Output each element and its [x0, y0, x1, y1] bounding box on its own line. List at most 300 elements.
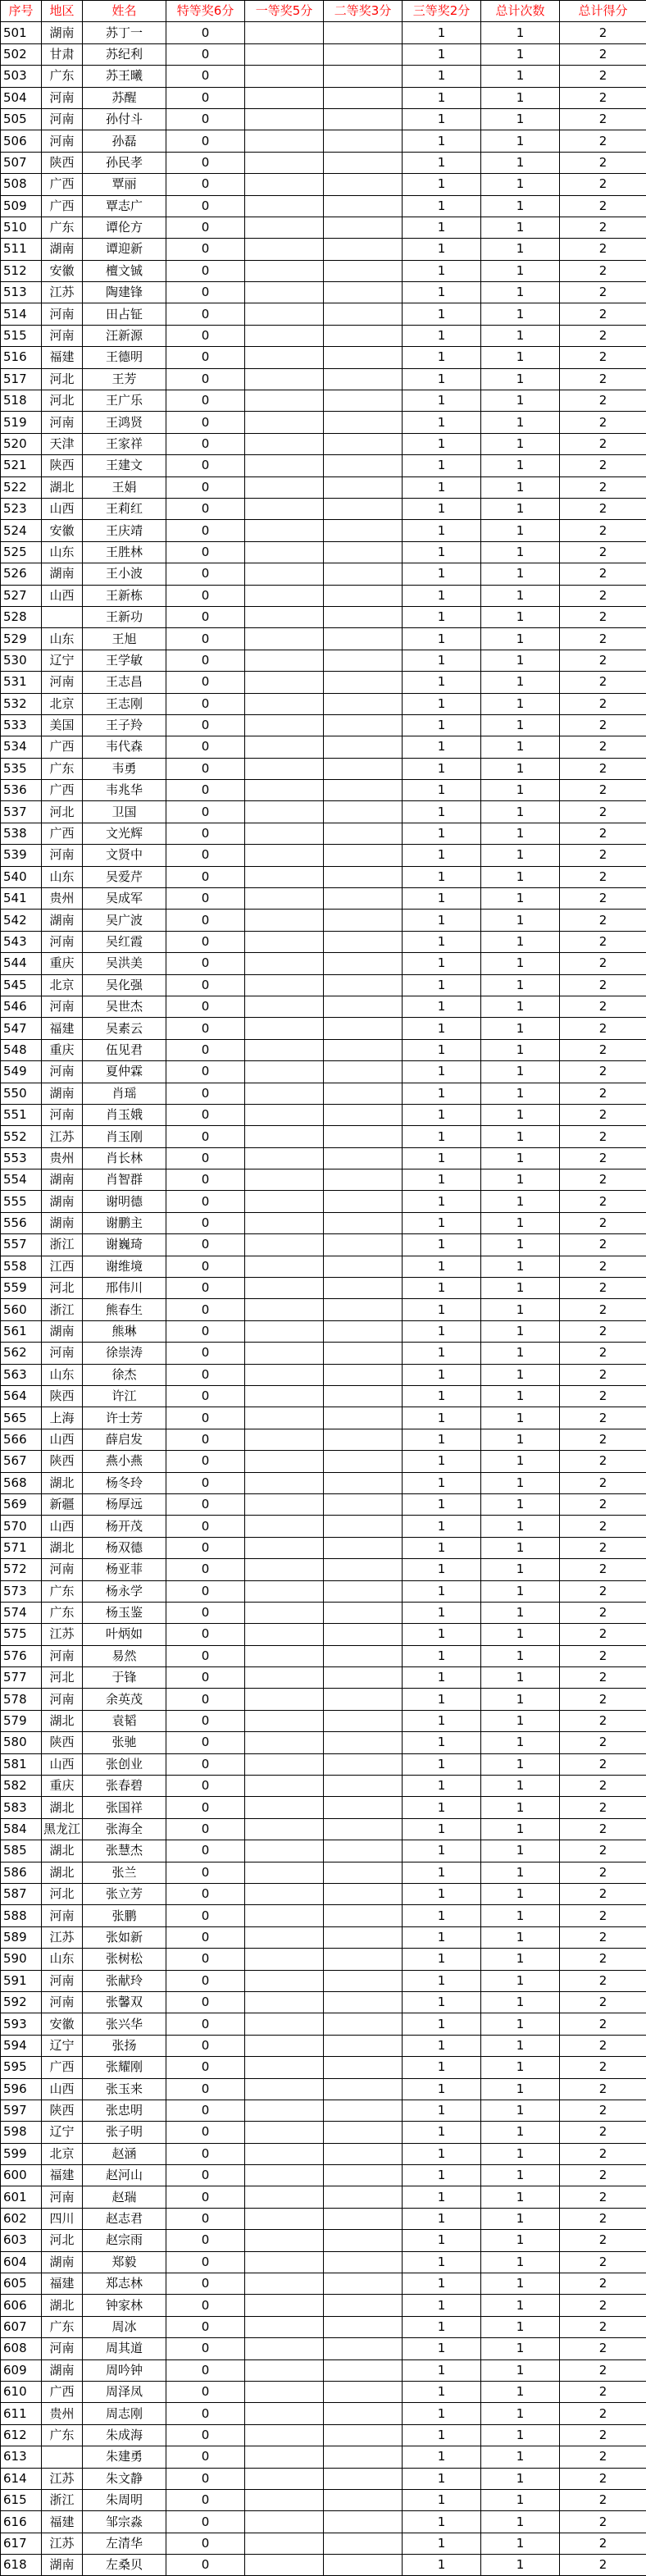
cell-region: 河北 [42, 1667, 83, 1689]
cell-total-score: 2 [560, 845, 646, 866]
cell-second-prize [324, 2316, 403, 2337]
cell-special-prize: 0 [166, 43, 245, 65]
cell-no: 510 [1, 217, 42, 238]
header-no: 序号 [1, 1, 42, 22]
cell-first-prize [245, 780, 324, 801]
cell-name: 伍见君 [83, 1039, 166, 1060]
cell-region: 河南 [42, 2186, 83, 2208]
cell-first-prize [245, 2338, 324, 2359]
cell-total-count: 1 [481, 1753, 560, 1775]
cell-first-prize [245, 1320, 324, 1342]
cell-first-prize [245, 2100, 324, 2121]
cell-total-score: 2 [560, 433, 646, 454]
cell-region: 湖南 [42, 1212, 83, 1233]
cell-name: 周志刚 [83, 2403, 166, 2424]
cell-total-score: 2 [560, 2295, 646, 2316]
cell-name: 肖智群 [83, 1169, 166, 1191]
cell-special-prize: 0 [166, 303, 245, 325]
cell-second-prize [324, 2230, 403, 2251]
cell-second-prize [324, 1234, 403, 1256]
cell-region: 陕西 [42, 2100, 83, 2121]
table-row [1, 910, 646, 931]
cell-region: 陕西 [42, 1451, 83, 1472]
cell-third-prize: 1 [403, 1191, 481, 1212]
cell-name: 苏丁一 [83, 22, 166, 43]
cell-special-prize: 0 [166, 1191, 245, 1212]
cell-name: 易然 [83, 1645, 166, 1666]
cell-no: 613 [1, 2446, 42, 2468]
cell-special-prize: 0 [166, 1710, 245, 1731]
cell-first-prize [245, 130, 324, 152]
cell-first-prize [245, 347, 324, 368]
cell-third-prize: 1 [403, 996, 481, 1017]
cell-total-score: 2 [560, 2468, 646, 2489]
cell-total-score: 2 [560, 325, 646, 346]
cell-name: 杨厚远 [83, 1493, 166, 1515]
cell-total-count: 1 [481, 1147, 560, 1169]
table-row [1, 476, 646, 498]
cell-third-prize: 1 [403, 1667, 481, 1689]
cell-third-prize: 1 [403, 2230, 481, 2251]
table-row [1, 1018, 646, 1039]
cell-total-count: 1 [481, 845, 560, 866]
cell-region: 河南 [42, 412, 83, 433]
cell-first-prize [245, 1883, 324, 1904]
cell-name: 张献玲 [83, 1970, 166, 1991]
cell-region: 江苏 [42, 1926, 83, 1948]
cell-region: 河南 [42, 672, 83, 693]
cell-region: 广西 [42, 736, 83, 758]
cell-third-prize: 1 [403, 1732, 481, 1753]
cell-no: 509 [1, 195, 42, 217]
table-row [1, 2555, 646, 2576]
cell-third-prize: 1 [403, 2468, 481, 2489]
cell-no: 569 [1, 1493, 42, 1515]
cell-second-prize [324, 2359, 403, 2381]
cell-total-score: 2 [560, 1039, 646, 1060]
cell-second-prize [324, 412, 403, 433]
cell-third-prize: 1 [403, 498, 481, 519]
table-row [1, 2381, 646, 2402]
cell-region: 河南 [42, 931, 83, 952]
cell-no: 607 [1, 2316, 42, 2337]
cell-third-prize: 1 [403, 1212, 481, 1233]
cell-total-count: 1 [481, 1083, 560, 1104]
cell-name: 薛启发 [83, 1429, 166, 1450]
cell-total-count: 1 [481, 758, 560, 779]
table-row [1, 260, 646, 281]
cell-total-count: 1 [481, 2511, 560, 2533]
cell-total-count: 1 [481, 866, 560, 887]
table-row [1, 1320, 646, 1342]
table-row [1, 2251, 646, 2273]
cell-total-score: 2 [560, 606, 646, 627]
cell-region: 广西 [42, 174, 83, 195]
table-row [1, 2403, 646, 2424]
cell-total-count: 1 [481, 1299, 560, 1320]
table-row [1, 1343, 646, 1364]
cell-special-prize: 0 [166, 1516, 245, 1537]
cell-second-prize [324, 2424, 403, 2446]
cell-total-score: 2 [560, 195, 646, 217]
cell-region: 广西 [42, 2381, 83, 2402]
table-row [1, 585, 646, 606]
cell-first-prize [245, 1407, 324, 1429]
cell-total-count: 1 [481, 606, 560, 627]
cell-no: 536 [1, 780, 42, 801]
cell-region: 广东 [42, 1602, 83, 1623]
cell-name: 周冰 [83, 2316, 166, 2337]
cell-first-prize [245, 1278, 324, 1299]
cell-total-score: 2 [560, 1234, 646, 1256]
cell-third-prize: 1 [403, 2381, 481, 2402]
cell-special-prize: 0 [166, 1949, 245, 1970]
table-row [1, 1624, 646, 1645]
cell-region: 湖南 [42, 563, 83, 585]
cell-second-prize [324, 2338, 403, 2359]
cell-special-prize: 0 [166, 1212, 245, 1233]
cell-total-score: 2 [560, 1797, 646, 1818]
cell-region: 北京 [42, 693, 83, 714]
cell-no: 502 [1, 43, 42, 65]
cell-total-score: 2 [560, 1061, 646, 1083]
cell-first-prize [245, 108, 324, 130]
cell-first-prize [245, 996, 324, 1017]
cell-name: 王娟 [83, 476, 166, 498]
cell-region [42, 606, 83, 627]
cell-second-prize [324, 1776, 403, 1797]
cell-second-prize [324, 87, 403, 108]
cell-first-prize [245, 2295, 324, 2316]
cell-second-prize [324, 2489, 403, 2510]
cell-no: 565 [1, 1407, 42, 1429]
cell-second-prize [324, 1386, 403, 1407]
cell-total-count: 1 [481, 541, 560, 563]
cell-first-prize [245, 1472, 324, 1493]
cell-third-prize: 1 [403, 606, 481, 627]
table-row [1, 2489, 646, 2510]
cell-no: 599 [1, 2143, 42, 2164]
cell-no: 524 [1, 520, 42, 541]
cell-region: 湖北 [42, 1797, 83, 1818]
table-row [1, 563, 646, 585]
cell-third-prize: 1 [403, 693, 481, 714]
cell-second-prize [324, 866, 403, 887]
cell-third-prize: 1 [403, 714, 481, 736]
table-row [1, 1472, 646, 1493]
cell-total-score: 2 [560, 2013, 646, 2035]
cell-name: 肖瑶 [83, 1083, 166, 1104]
cell-name: 赵瑞 [83, 2186, 166, 2208]
cell-name: 覃志广 [83, 195, 166, 217]
cell-third-prize: 1 [403, 1407, 481, 1429]
cell-region: 重庆 [42, 1776, 83, 1797]
cell-region: 贵州 [42, 2403, 83, 2424]
cell-name: 周泽凤 [83, 2381, 166, 2402]
cell-special-prize: 0 [166, 2165, 245, 2186]
cell-no: 547 [1, 1018, 42, 1039]
cell-first-prize [245, 541, 324, 563]
cell-total-count: 1 [481, 736, 560, 758]
cell-total-count: 1 [481, 1278, 560, 1299]
cell-second-prize [324, 2511, 403, 2533]
cell-no: 506 [1, 130, 42, 152]
cell-third-prize: 1 [403, 953, 481, 974]
cell-name: 谭迎新 [83, 239, 166, 260]
cell-total-score: 2 [560, 455, 646, 476]
cell-no: 590 [1, 1949, 42, 1970]
cell-total-score: 2 [560, 541, 646, 563]
cell-total-count: 1 [481, 2230, 560, 2251]
cell-no: 511 [1, 239, 42, 260]
cell-special-prize: 0 [166, 2338, 245, 2359]
cell-total-count: 1 [481, 2316, 560, 2337]
cell-second-prize [324, 628, 403, 650]
cell-special-prize: 0 [166, 2511, 245, 2533]
table-row [1, 2143, 646, 2164]
cell-name: 吴成军 [83, 888, 166, 910]
cell-region: 湖南 [42, 2359, 83, 2381]
table-row [1, 758, 646, 779]
cell-special-prize: 0 [166, 433, 245, 454]
cell-total-score: 2 [560, 2338, 646, 2359]
cell-second-prize [324, 1818, 403, 1840]
table-row [1, 1147, 646, 1169]
cell-special-prize: 0 [166, 2359, 245, 2381]
cell-first-prize [245, 2316, 324, 2337]
cell-name: 王家祥 [83, 433, 166, 454]
cell-special-prize: 0 [166, 801, 245, 823]
cell-first-prize [245, 2143, 324, 2164]
cell-special-prize: 0 [166, 260, 245, 281]
cell-special-prize: 0 [166, 1776, 245, 1797]
cell-region: 黑龙江 [42, 1818, 83, 1840]
cell-second-prize [324, 1926, 403, 1948]
cell-region: 湖南 [42, 1320, 83, 1342]
cell-second-prize [324, 736, 403, 758]
cell-no: 604 [1, 2251, 42, 2273]
cell-first-prize [245, 1970, 324, 1991]
cell-region: 河南 [42, 1559, 83, 1580]
cell-third-prize: 1 [403, 2403, 481, 2424]
cell-region: 河南 [42, 2338, 83, 2359]
cell-name: 郑志林 [83, 2273, 166, 2295]
cell-third-prize: 1 [403, 1949, 481, 1970]
cell-special-prize: 0 [166, 974, 245, 996]
cell-third-prize: 1 [403, 1169, 481, 1191]
cell-third-prize: 1 [403, 1689, 481, 1710]
table-row [1, 1970, 646, 1991]
cell-first-prize [245, 1753, 324, 1775]
cell-first-prize [245, 1018, 324, 1039]
cell-total-count: 1 [481, 2338, 560, 2359]
cell-name: 左桑贝 [83, 2555, 166, 2576]
cell-no: 546 [1, 996, 42, 1017]
cell-third-prize: 1 [403, 368, 481, 390]
cell-total-count: 1 [481, 2489, 560, 2510]
cell-region: 北京 [42, 2143, 83, 2164]
cell-region: 江苏 [42, 1126, 83, 1147]
table-row [1, 2057, 646, 2078]
cell-no: 560 [1, 1299, 42, 1320]
cell-total-count: 1 [481, 693, 560, 714]
cell-third-prize: 1 [403, 217, 481, 238]
cell-second-prize [324, 714, 403, 736]
table-row [1, 2165, 646, 2186]
cell-first-prize [245, 1061, 324, 1083]
cell-first-prize [245, 563, 324, 585]
cell-first-prize [245, 1234, 324, 1256]
cell-region: 湖北 [42, 2295, 83, 2316]
cell-name: 王德明 [83, 347, 166, 368]
cell-region: 河南 [42, 1061, 83, 1083]
cell-second-prize [324, 2100, 403, 2121]
cell-third-prize: 1 [403, 282, 481, 303]
cell-second-prize [324, 845, 403, 866]
cell-third-prize: 1 [403, 2273, 481, 2295]
table-row [1, 2208, 646, 2229]
cell-total-score: 2 [560, 1083, 646, 1104]
cell-first-prize [245, 2251, 324, 2273]
table-row [1, 2078, 646, 2100]
table-row [1, 801, 646, 823]
cell-no: 537 [1, 801, 42, 823]
table-row [1, 1667, 646, 1689]
cell-special-prize: 0 [166, 1320, 245, 1342]
cell-region: 山东 [42, 1949, 83, 1970]
cell-total-score: 2 [560, 1926, 646, 1948]
cell-name: 朱周明 [83, 2489, 166, 2510]
cell-total-score: 2 [560, 1104, 646, 1125]
cell-no: 608 [1, 2338, 42, 2359]
cell-region: 山东 [42, 541, 83, 563]
cell-special-prize: 0 [166, 1364, 245, 1385]
cell-name: 余英茂 [83, 1689, 166, 1710]
cell-name: 苏纪利 [83, 43, 166, 65]
cell-first-prize [245, 1667, 324, 1689]
cell-total-count: 1 [481, 43, 560, 65]
cell-name: 张馨双 [83, 1991, 166, 2013]
cell-total-score: 2 [560, 368, 646, 390]
cell-first-prize [245, 455, 324, 476]
cell-first-prize [245, 433, 324, 454]
cell-second-prize [324, 1689, 403, 1710]
cell-region: 贵州 [42, 1147, 83, 1169]
cell-second-prize [324, 801, 403, 823]
cell-name: 张驰 [83, 1732, 166, 1753]
cell-special-prize: 0 [166, 953, 245, 974]
cell-name: 张兴华 [83, 2013, 166, 2035]
table-row [1, 195, 646, 217]
cell-second-prize [324, 325, 403, 346]
cell-third-prize: 1 [403, 1624, 481, 1645]
cell-second-prize [324, 2057, 403, 2078]
cell-region: 山东 [42, 1364, 83, 1385]
cell-special-prize: 0 [166, 1386, 245, 1407]
cell-total-score: 2 [560, 801, 646, 823]
table-row [1, 174, 646, 195]
cell-second-prize [324, 1212, 403, 1233]
cell-second-prize [324, 455, 403, 476]
cell-first-prize [245, 195, 324, 217]
table-row [1, 1905, 646, 1926]
cell-total-score: 2 [560, 1191, 646, 1212]
cell-region: 山东 [42, 628, 83, 650]
cell-third-prize: 1 [403, 541, 481, 563]
table-row [1, 2424, 646, 2446]
cell-special-prize: 0 [166, 650, 245, 671]
cell-name: 谢维境 [83, 1256, 166, 1277]
cell-total-count: 1 [481, 1624, 560, 1645]
cell-total-count: 1 [481, 2186, 560, 2208]
cell-first-prize [245, 1256, 324, 1277]
cell-total-score: 2 [560, 1343, 646, 1364]
cell-first-prize [245, 1710, 324, 1731]
cell-no: 543 [1, 931, 42, 952]
cell-region: 安徽 [42, 520, 83, 541]
cell-name: 朱建勇 [83, 2446, 166, 2468]
cell-second-prize [324, 152, 403, 173]
cell-total-count: 1 [481, 1386, 560, 1407]
cell-no: 586 [1, 1862, 42, 1883]
cell-name: 邹宗淼 [83, 2511, 166, 2533]
cell-third-prize: 1 [403, 1926, 481, 1948]
cell-total-score: 2 [560, 1299, 646, 1320]
cell-total-score: 2 [560, 2186, 646, 2208]
table-row [1, 390, 646, 412]
header-name: 姓名 [83, 1, 166, 22]
cell-third-prize: 1 [403, 2100, 481, 2121]
cell-no: 504 [1, 87, 42, 108]
cell-total-score: 2 [560, 736, 646, 758]
cell-name: 朱文静 [83, 2468, 166, 2489]
table-row [1, 1840, 646, 1862]
cell-name: 张春碧 [83, 1776, 166, 1797]
cell-total-score: 2 [560, 2230, 646, 2251]
cell-second-prize [324, 43, 403, 65]
cell-first-prize [245, 2186, 324, 2208]
cell-total-score: 2 [560, 2446, 646, 2468]
table-row [1, 1061, 646, 1083]
table-row [1, 2446, 646, 2468]
table-row [1, 1797, 646, 1818]
cell-third-prize: 1 [403, 2555, 481, 2576]
cell-second-prize [324, 1472, 403, 1493]
cell-special-prize: 0 [166, 1147, 245, 1169]
cell-third-prize: 1 [403, 1364, 481, 1385]
cell-name: 张国祥 [83, 1797, 166, 1818]
cell-first-prize [245, 1386, 324, 1407]
cell-total-count: 1 [481, 130, 560, 152]
cell-third-prize: 1 [403, 2143, 481, 2164]
cell-name: 张忠明 [83, 2100, 166, 2121]
cell-total-count: 1 [481, 1602, 560, 1623]
cell-first-prize [245, 1689, 324, 1710]
cell-total-score: 2 [560, 866, 646, 887]
table-row [1, 1753, 646, 1775]
cell-no: 596 [1, 2078, 42, 2100]
cell-third-prize: 1 [403, 2533, 481, 2554]
cell-second-prize [324, 2381, 403, 2402]
cell-second-prize [324, 2078, 403, 2100]
cell-no: 523 [1, 498, 42, 519]
cell-second-prize [324, 1905, 403, 1926]
cell-name: 文贤中 [83, 845, 166, 866]
cell-total-score: 2 [560, 628, 646, 650]
cell-total-score: 2 [560, 1667, 646, 1689]
cell-region: 广西 [42, 2057, 83, 2078]
cell-total-count: 1 [481, 1516, 560, 1537]
